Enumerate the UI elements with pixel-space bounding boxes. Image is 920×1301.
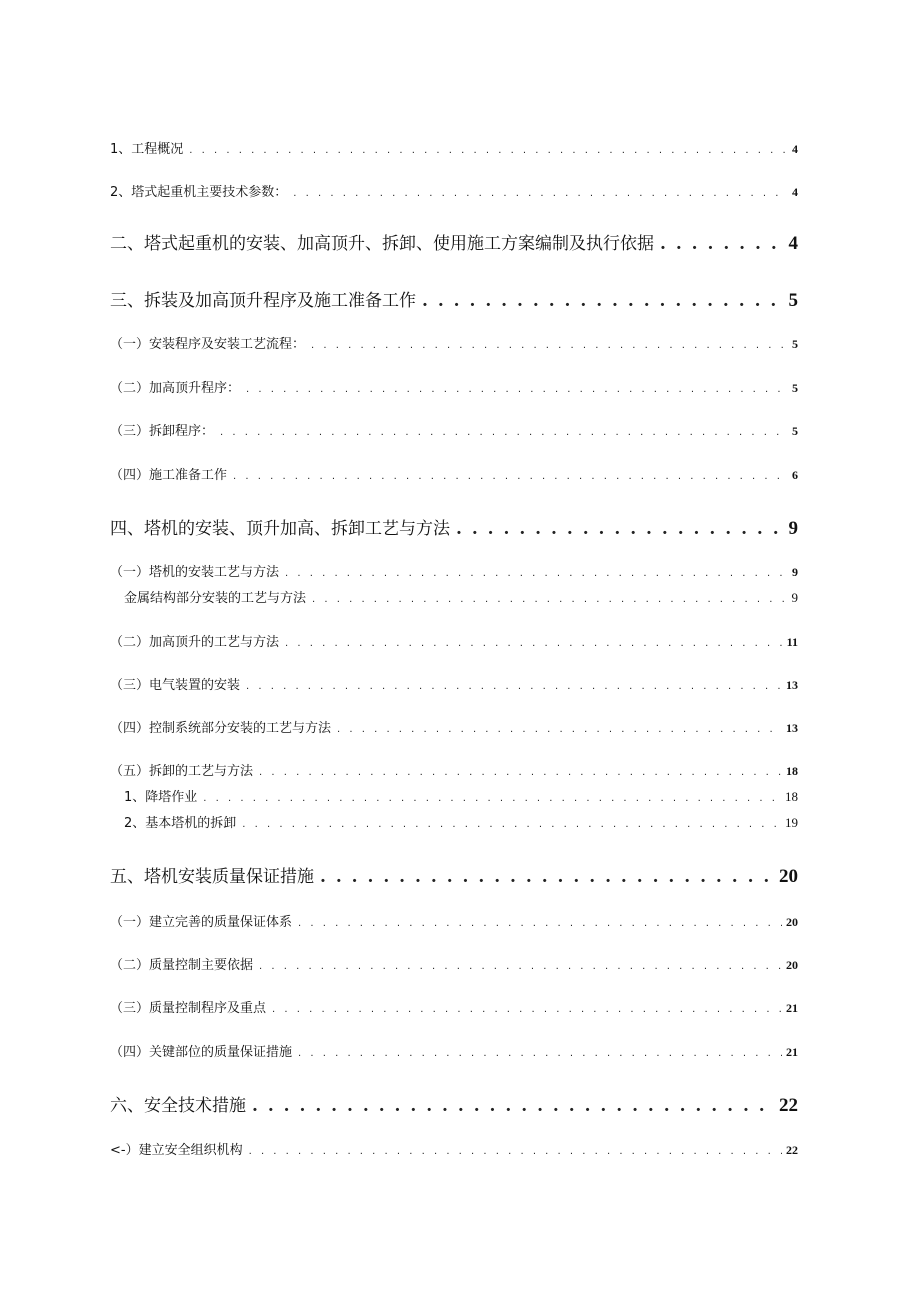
toc-entry-title: （二）质量控制主要依据 — [110, 958, 254, 973]
toc-chapter-title: 四、塔机的安装、顶升加高、拆卸工艺与方法 — [110, 519, 450, 539]
toc-entry-title: （三）质量控制程序及重点 — [110, 1001, 267, 1016]
toc-chapter-page: 4 — [788, 233, 798, 254]
toc-subentry-title: 2、基本塔机的拆卸 — [124, 816, 237, 831]
toc-entry[interactable] — [110, 1041, 798, 1060]
toc-entry-page: 20 — [786, 958, 798, 972]
toc-entry-page: 5 — [792, 337, 798, 351]
toc-entry[interactable] — [110, 717, 798, 736]
dot-leader — [242, 819, 781, 830]
dot-leader — [337, 724, 782, 735]
toc-subentry-page: 9 — [791, 590, 798, 605]
toc-entry-title: （二）加高顶升程序： — [110, 381, 241, 396]
toc-entry-page: 11 — [786, 635, 798, 649]
dot-leader — [320, 867, 775, 887]
toc-entry-title: （四）控制系统部分安装的工艺与方法 — [110, 721, 332, 736]
toc-chapter[interactable] — [110, 286, 798, 312]
toc-entry[interactable] — [110, 1139, 798, 1158]
toc-entry-page: 22 — [786, 1143, 798, 1157]
toc-subentry[interactable] — [124, 587, 798, 606]
dot-leader — [311, 340, 788, 351]
toc-chapter-page: 20 — [779, 866, 798, 887]
toc-entry-title: （二）加高顶升的工艺与方法 — [110, 635, 280, 650]
toc-entry-page: 4 — [792, 185, 798, 199]
toc-subentry-title: 金属结构部分安装的工艺与方法 — [124, 591, 307, 606]
toc-entry-title: （三）电气装置的安装 — [110, 678, 241, 693]
toc-chapter[interactable] — [110, 514, 798, 540]
toc-entry-title: （一）建立完善的质量保证体系 — [110, 915, 293, 930]
toc-entry[interactable] — [110, 464, 798, 483]
dot-leader — [259, 961, 782, 972]
toc-subentry[interactable] — [124, 786, 798, 805]
toc-entry-page: 9 — [792, 565, 798, 579]
toc-entry-title: （一）塔机的安装工艺与方法 — [110, 565, 280, 580]
dot-leader — [220, 427, 788, 438]
dot-leader — [285, 638, 783, 649]
toc-chapter-title: 五、塔机安装质量保证措施 — [110, 867, 314, 887]
toc-entry[interactable] — [110, 333, 798, 352]
dot-leader — [272, 1004, 782, 1015]
toc-entry-title: （四）关键部位的质量保证措施 — [110, 1045, 293, 1060]
dot-leader — [293, 188, 788, 199]
toc-subentry-title: 1、降塔作业 — [124, 790, 198, 805]
dot-leader — [249, 1146, 782, 1157]
toc-entry-page: 5 — [792, 424, 798, 438]
toc-chapter[interactable] — [110, 862, 798, 888]
toc-entry[interactable] — [110, 420, 798, 439]
toc-entry[interactable] — [110, 181, 798, 200]
toc-entry[interactable] — [110, 911, 798, 930]
toc-entry-page: 6 — [792, 468, 798, 482]
toc-entry[interactable] — [110, 760, 798, 779]
toc-chapter-title: 二、塔式起重机的安装、加高顶升、拆卸、使用施工方案编制及执行依据 — [110, 234, 654, 254]
dot-leader — [422, 291, 785, 311]
toc-entry-page: 5 — [792, 381, 798, 395]
toc-entry[interactable] — [110, 674, 798, 693]
dot-leader — [285, 568, 788, 579]
dot-leader — [252, 1096, 775, 1116]
toc-entry-page: 21 — [786, 1045, 798, 1059]
dot-leader — [203, 793, 781, 804]
toc-subentry-page: 18 — [785, 789, 798, 804]
toc-entry-title: （四）施工准备工作 — [110, 468, 228, 483]
dot-leader — [259, 767, 782, 778]
toc-entry-title: （五）拆卸的工艺与方法 — [110, 764, 254, 779]
toc-entry[interactable] — [110, 377, 798, 396]
toc-entry[interactable] — [110, 954, 798, 973]
dot-leader — [312, 594, 787, 605]
toc-entry-page: 21 — [786, 1001, 798, 1015]
dot-leader — [660, 234, 785, 254]
toc-entry-page: 13 — [786, 721, 798, 735]
toc-chapter-page: 5 — [788, 290, 798, 311]
toc-entry[interactable] — [110, 997, 798, 1016]
toc-entry-title: <-）建立安全组织机构 — [110, 1143, 243, 1158]
toc-entry-page: 18 — [786, 764, 798, 778]
toc-subentry[interactable] — [124, 812, 798, 831]
toc-entry-title: 1、工程概况 — [110, 142, 184, 157]
toc-entry[interactable] — [110, 138, 798, 157]
toc-chapter-page: 9 — [788, 518, 798, 539]
toc-entry-title: （一）安装程序及安装工艺流程： — [110, 337, 306, 352]
toc-chapter[interactable] — [110, 1091, 798, 1117]
dot-leader — [246, 681, 782, 692]
dot-leader — [246, 384, 788, 395]
dot-leader — [456, 519, 785, 539]
toc-subentry-page: 19 — [785, 815, 798, 830]
dot-leader — [233, 471, 788, 482]
toc-entry[interactable] — [110, 561, 798, 580]
toc-entry-title: 2、塔式起重机主要技术参数： — [110, 185, 288, 200]
toc-entry-title: （三）拆卸程序： — [110, 424, 215, 439]
dot-leader — [298, 1048, 782, 1059]
dot-leader — [298, 918, 782, 929]
toc-entry-page: 20 — [786, 915, 798, 929]
toc-entry[interactable] — [110, 631, 798, 650]
dot-leader — [189, 145, 788, 156]
toc-chapter-title: 六、安全技术措施 — [110, 1096, 246, 1116]
toc-entry-page: 13 — [786, 678, 798, 692]
toc-chapter-page: 22 — [779, 1095, 798, 1116]
toc-chapter-title: 三、拆装及加高顶升程序及施工准备工作 — [110, 291, 416, 311]
toc-entry-page: 4 — [792, 142, 798, 156]
toc-chapter[interactable] — [110, 229, 798, 255]
